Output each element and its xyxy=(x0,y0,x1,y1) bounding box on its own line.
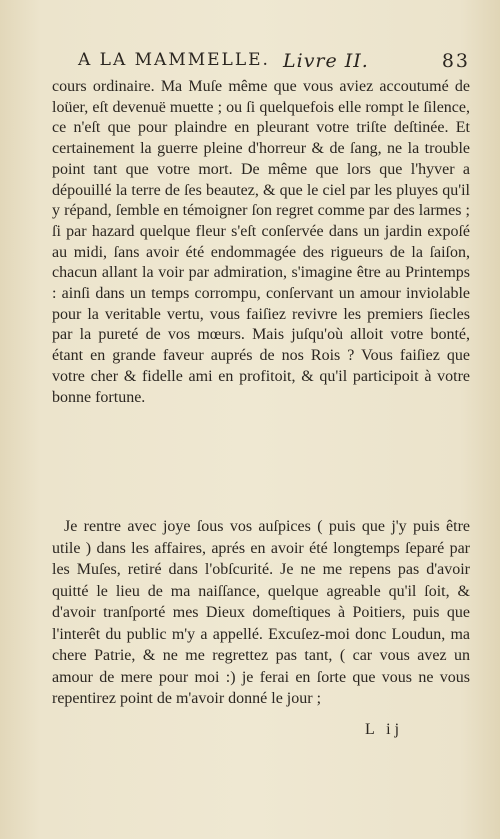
page-header xyxy=(78,50,470,76)
signature-mark: L ij xyxy=(365,721,404,738)
paragraph-1: cours ordinaire. Ma Muſe même que vous aviez accoutumé de loüer, eſt devenuë muette ; ou ſi quelquefois elle rompt le ſilence, ce n'eſt que pour plaindre en pleurant votre triſte deſtinée. Et certainement la guerre pleine d'horreur & de ſang, ne la trouble point tant que votre mort. De même que lors que l'hyver a dépouillé la terre de ſes beautez, & que le ciel par les pluyes qu'il y répand, ſemble en témoigner ſon regret comme par des larmes ; ſi par hazard quelque fleur s'eſt conſervée dans un jardin expoſé au midi, ſans avoir été endommagée des rigueurs de la ſaiſon, chacun allant la voir par admiration, s'imagine être au Printemps : ainſi dans un temps corrompu, conſervant un amour inviolable pour la veritable vertu, vous faiſiez revivre les premiers ſiecles par la pureté de vos mœurs. Mais juſqu'où alloit votre bonté, étant en grande faveur auprés de nos Rois ? Vous faiſiez que votre cher & fidelle ami en profitoit, & qu'il participoit à votre bonne fortune. xyxy=(52,78,470,406)
book-label: Livre II. xyxy=(283,50,369,72)
paragraph-2: Je rentre avec joye ſous vos auſpices ( puis que j'y puis être utile ) dans les affaires, aprés en avoir été longtemps ſeparé par les Muſes, retiré dans l'obſcurité. Je ne me repens pas d'avoir quitté le lieu de ma naiſſance, quelque agreable qu'il ſoit, & d'avoir tranſporté mes Dieux domeſtiques à Poitiers, puis que l'interêt du public m'y a appellé. Excuſez-moi donc Loudun, ma chere Patrie, & ne me regrettez pas tant, ( car vous avez un amour de mere pour moi :) je ferai en ſorte que vous ne vous repentirez point de m'avoir donné le jour ; xyxy=(52,518,470,707)
page-number: 83 xyxy=(441,50,470,72)
running-title: A LA MAMMELLE. xyxy=(78,50,270,70)
